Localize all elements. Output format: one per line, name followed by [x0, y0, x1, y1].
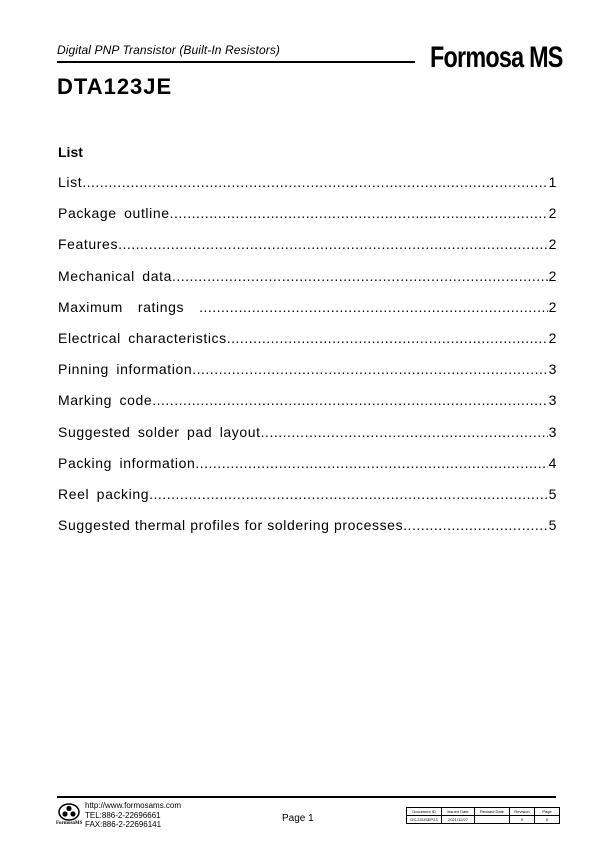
toc-entry-list[interactable]	[58, 174, 557, 205]
toc-leader-dots	[403, 517, 547, 533]
fax: FAX:886-2-22696141	[85, 820, 162, 829]
toc-entry-label: Features	[58, 236, 119, 253]
toc-entry-marking-code[interactable]	[58, 392, 557, 423]
toc-heading: List	[58, 144, 83, 160]
toc-entry-label: Marking code	[58, 392, 153, 409]
document-subtitle: Digital PNP Transistor (Built-In Resistors)	[57, 43, 281, 57]
toc-entry-reel-packing[interactable]	[58, 486, 557, 517]
toc-leader-dots	[149, 486, 547, 502]
doc-table-header: Document ID	[407, 808, 442, 816]
toc-entry-packing-information[interactable]	[58, 455, 557, 486]
doc-table-value-row	[407, 816, 560, 824]
toc-entry-label: Suggested thermal profiles for soldering processes	[58, 517, 404, 534]
doc-table-cell: 5	[535, 816, 560, 824]
telephone: TEL:886-2-22696661	[85, 810, 161, 820]
toc-entry-features[interactable]	[58, 236, 557, 267]
toc-entry-page: 2	[548, 236, 557, 253]
toc-entry-label: List	[58, 174, 83, 190]
footer-rule	[57, 796, 556, 798]
toc-leader-dots	[195, 455, 547, 471]
logo-caption: FormosaMS	[56, 821, 83, 826]
toc-entry-solder-pad-layout[interactable]	[58, 424, 557, 455]
doc-table-cell: 2021/12/27	[442, 816, 475, 824]
toc-entry-label: Pinning information	[58, 361, 193, 378]
toc-entry-label: Reel packing	[58, 485, 150, 502]
toc-entry-label: Electrical characteristics	[58, 329, 227, 346]
doc-table-header: Revised Date	[475, 808, 510, 816]
toc-entry-maximum-ratings[interactable]	[58, 299, 557, 330]
toc-entry-label: Suggested solder pad layout	[58, 423, 261, 440]
contact-info	[85, 801, 181, 830]
toc-leader-dots	[152, 392, 547, 408]
doc-table-header: Page	[535, 808, 560, 816]
toc-entry-page: 2	[548, 205, 557, 222]
toc-entry-page: 1	[548, 174, 557, 190]
doc-table-cell: 0	[510, 816, 535, 824]
toc-leader-dots	[261, 424, 548, 440]
toc-entry-mechanical-data[interactable]	[58, 268, 557, 299]
toc-entry-page: 3	[548, 423, 557, 440]
toc-leader-dots	[172, 268, 548, 284]
toc-entry-label: Maximum ratings	[58, 298, 200, 315]
toc-entry-package-outline[interactable]	[58, 205, 557, 236]
toc-leader-dots	[192, 361, 547, 377]
toc-entry-electrical-characteristics[interactable]	[58, 330, 557, 361]
toc-leader-dots	[170, 205, 548, 221]
brand-logo-text: Formosa MS	[430, 41, 563, 74]
toc-entry-page: 5	[548, 517, 557, 534]
toc-entry-page: 3	[548, 392, 557, 409]
doc-table-cell	[475, 816, 510, 824]
header-rule	[57, 61, 415, 63]
toc-entry-label: Package outline	[58, 205, 170, 222]
toc-entry-label: Packing information	[58, 454, 196, 471]
toc-entry-pinning-information[interactable]	[58, 361, 557, 392]
toc-entry-page: 2	[548, 267, 557, 284]
toc-entry-thermal-profiles[interactable]	[58, 517, 557, 548]
toc-entry-label: Mechanical data	[58, 267, 172, 284]
toc-entry-page: 5	[548, 485, 557, 502]
toc-entry-page: 3	[548, 361, 557, 378]
toc-entry-page: 2	[548, 298, 557, 315]
doc-table-header: Revision	[510, 808, 535, 816]
document-info-table	[406, 807, 560, 824]
doc-table-header: Issued Date	[442, 808, 475, 816]
toc-leader-dots	[82, 174, 547, 190]
table-of-contents	[58, 174, 557, 548]
doc-table-cell: DS-231ISEP23	[407, 816, 442, 824]
doc-table-header-row	[407, 808, 560, 816]
toc-leader-dots	[118, 236, 548, 252]
toc-leader-dots	[199, 299, 548, 315]
website-link[interactable]: http://www.formosams.com	[85, 801, 182, 810]
toc-entry-page: 4	[548, 454, 557, 471]
toc-leader-dots	[227, 330, 548, 346]
toc-entry-page: 2	[548, 329, 557, 346]
part-number: DTA123JE	[57, 74, 173, 99]
page-number: Page 1	[282, 813, 314, 824]
